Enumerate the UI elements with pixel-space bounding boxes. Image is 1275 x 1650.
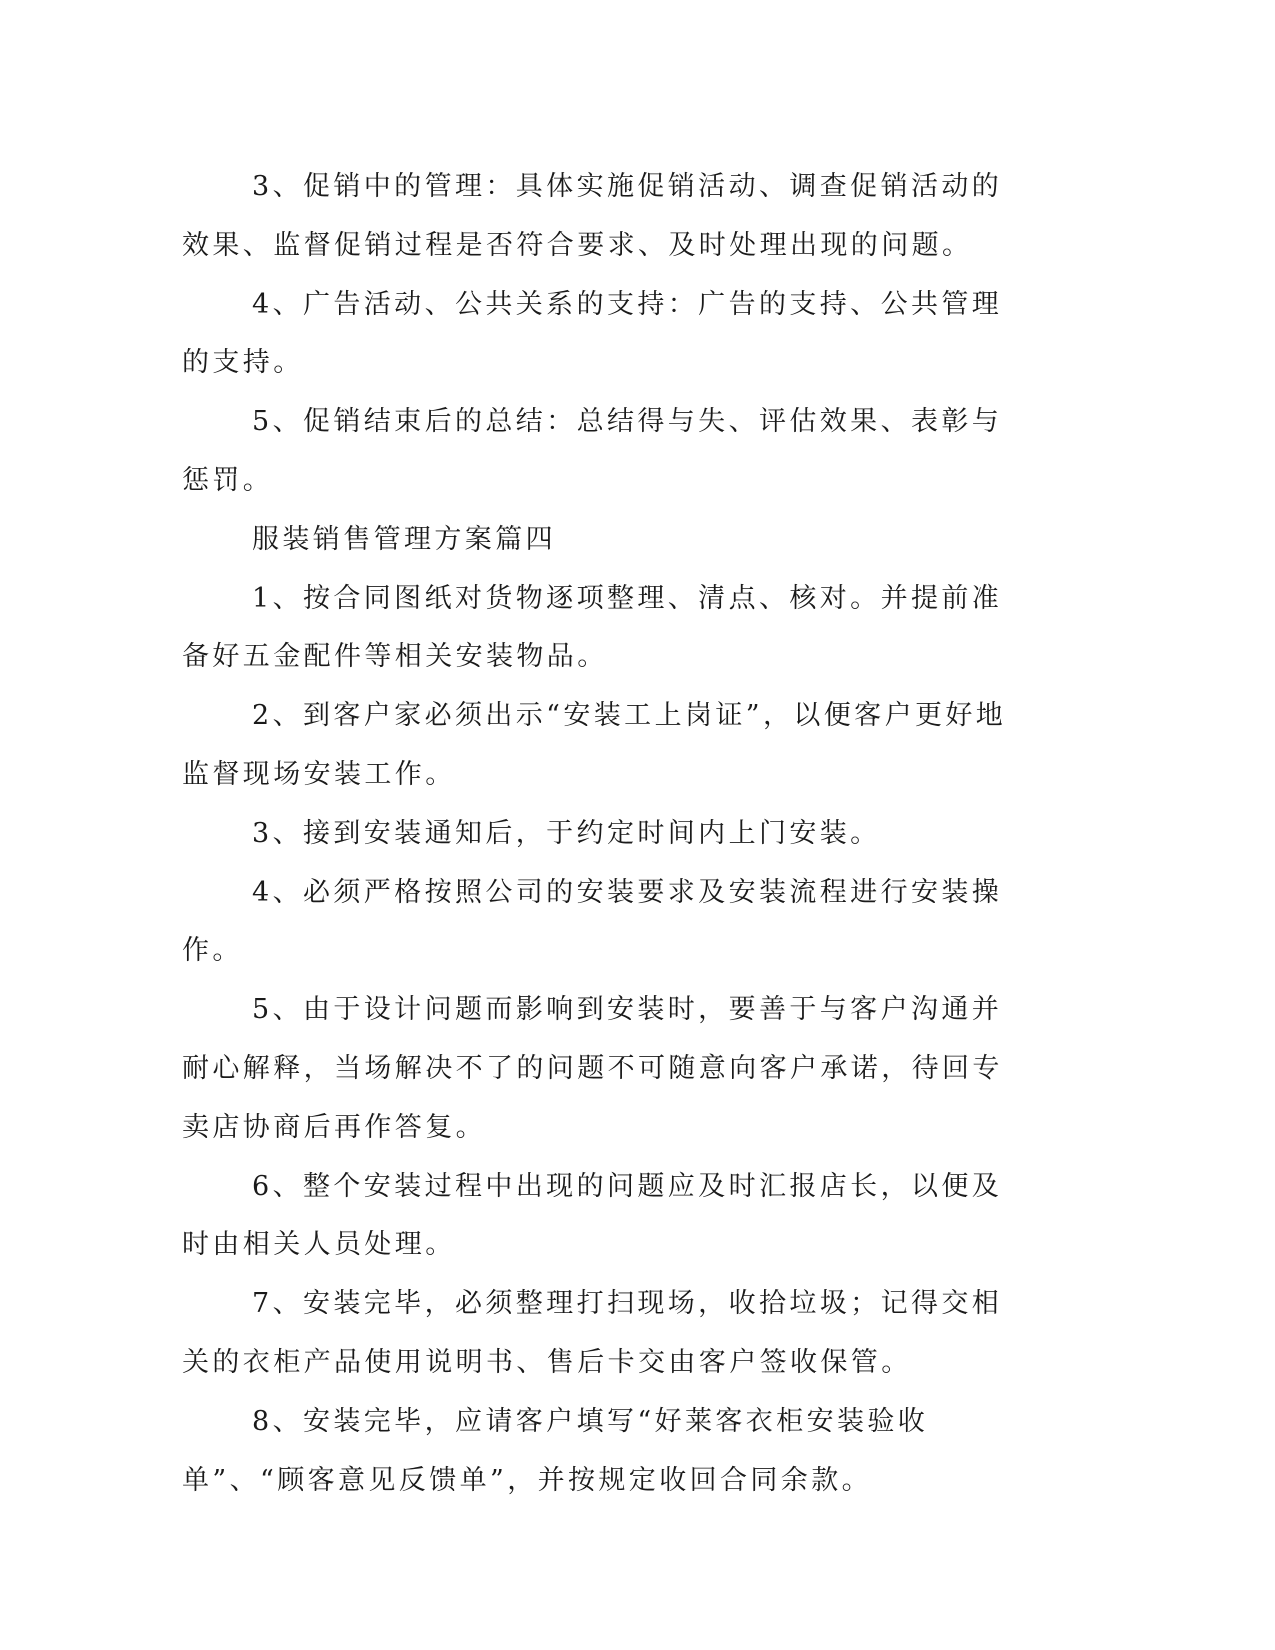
paragraph-install-item-5: 5、由于设计问题而影响到安装时，要善于与客户沟通并耐心解释，当场解决不了的问题不可随意向客户承诺，待回专卖店协商后再作答复。 xyxy=(182,994,1003,1143)
paragraph-install-item-6: 6、整个安装过程中出现的问题应及时汇报店长，以便及时由相关人员处理。 xyxy=(182,1170,1003,1261)
paragraph-promotion-management: 3、促销中的管理：具体实施促销活动、调查促销活动的效果、监督促销过程是否符合要求、及时处理出现的问题。 xyxy=(182,171,1003,261)
paragraph-install-item-1: 1、按合同图纸对货物逐项整理、清点、核对。并提前准备好五金配件等相关安装物品。 xyxy=(182,582,1003,673)
paragraph-advertising-support: 4、广告活动、公共关系的支持：广告的支持、公共管理的支持。 xyxy=(182,288,1003,379)
paragraph-install-item-3: 3、接到安装通知后，于约定时间内上门安装。 xyxy=(252,817,881,849)
section-heading: 服装销售管理方案篇四 xyxy=(252,523,556,555)
paragraph-promotion-summary: 5、促销结束后的总结：总结得与失、评估效果、表彰与惩罚。 xyxy=(182,406,1003,496)
paragraph-install-item-7: 7、安装完毕，必须整理打扫现场，收拾垃圾；记得交相关的衣柜产品使用说明书、售后卡交由客户签收保管。 xyxy=(182,1288,1003,1378)
paragraph-install-item-8: 8、安装完毕，应请客户填写“好莱客衣柜安装验收单”、“顾客意见反馈单”，并按规定收回合同余款。 xyxy=(182,1405,929,1496)
document-body xyxy=(182,158,1012,1510)
paragraph-install-item-2: 2、到客户家必须出示“安装工上岗证”，以便客户更好地监督现场安装工作。 xyxy=(182,700,1007,790)
paragraph-install-item-4: 4、必须严格按照公司的安装要求及安装流程进行安装操作。 xyxy=(182,876,1003,967)
